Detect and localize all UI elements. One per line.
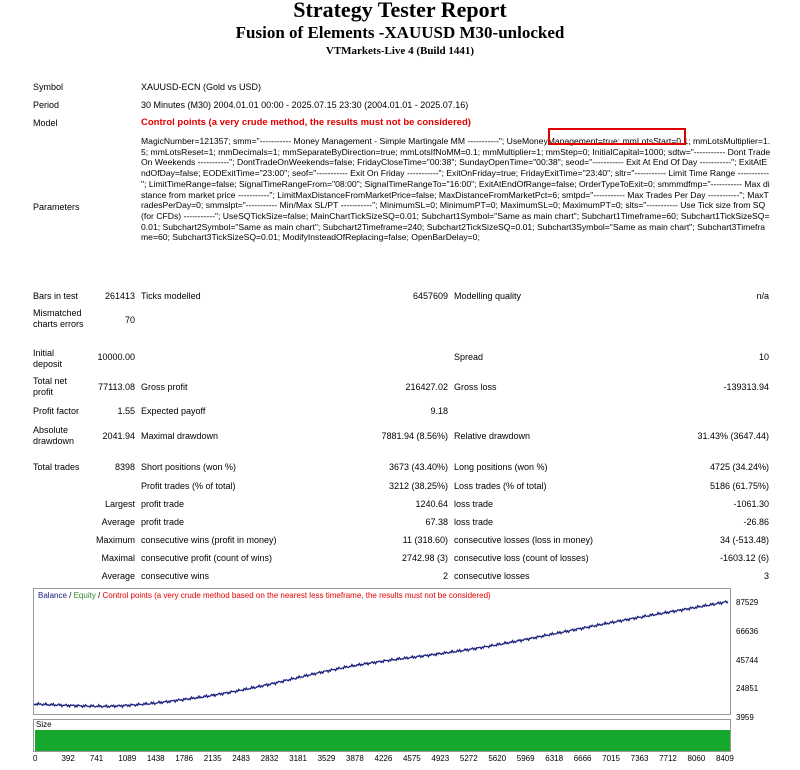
x-tick-label: 8060 [687,754,706,763]
x-tick-label: 7363 [630,754,649,763]
size-label: Size [36,720,52,729]
mismatch-value: 70 [124,315,135,325]
pf-label: Profit factor [33,406,80,416]
netprofit-label: Total net profit [33,376,68,397]
chart-legend [38,591,491,600]
x-tick-label: 3181 [289,754,307,763]
ep-label: Expected payoff [141,406,206,416]
x-tick-label: 5620 [488,754,507,763]
mxl-cl-value: -1603.12 (6) [719,553,769,563]
max-cw-value: 11 (318.60) [402,535,448,545]
avg-cl-label: consecutive losses [454,571,530,581]
long-value: 4725 (34.24%) [709,462,769,472]
x-tick-label: 1786 [175,754,194,763]
largest-lt-value: -1061.30 [733,499,769,509]
avg2-label: Average [101,571,135,581]
size-panel [33,719,731,752]
average-label: Average [101,517,135,527]
reldd-label: Relative drawdown [454,431,531,441]
short-label: Short positions (won %) [141,462,237,472]
largest-pt-label: profit trade [141,499,185,509]
maximal-label: Maximal [101,553,135,563]
short-value: 3673 (43.40%) [388,462,448,472]
average-pt-label: profit trade [141,517,185,527]
largest-lt-label: loss trade [454,499,494,509]
bars-value: 261413 [104,291,135,301]
parameters-label: Parameters [33,202,80,212]
y-tick-label: 3959 [736,713,754,722]
size-bar [35,730,730,751]
avg-cl-value: 3 [763,571,769,581]
x-tick-label: 2483 [232,754,250,763]
max-cl-value: 34 (-513.48) [719,535,769,545]
pt-value: 3212 (38.25%) [388,481,448,491]
trades-value: 8398 [114,462,135,472]
bars-label: Bars in test [33,291,79,301]
y-tick-label: 87529 [736,598,759,607]
x-tick-label: 0 [33,754,38,763]
x-tick-label: 3878 [346,754,364,763]
reldd-value: 31.43% (3647.44) [697,431,769,441]
report-subtitle: Fusion of Elements -XAUUSD M30-unlocked [235,23,565,42]
max-cw-label: consecutive wins (profit in money) [141,535,277,545]
x-tick-label: 5272 [459,754,478,763]
period-value: 30 Minutes (M30) 2004.01.01 00:00 - 2025.07.15 23:30 (2004.01.01 - 2025.07.16) [141,100,469,110]
legend-separator: / [95,591,103,600]
legend-separator: / [66,591,74,600]
grossloss-value: -139313.94 [723,382,769,392]
average-lt-value: -26.86 [743,517,769,527]
ticks-label: Ticks modelled [141,291,201,301]
maxdd-label: Maximal drawdown [141,431,219,441]
x-tick-label: 2832 [260,754,279,763]
x-tick-label: 1089 [118,754,137,763]
x-tick-label: 8409 [716,754,734,763]
mismatch-label: Mismatched charts errors [33,308,84,329]
period-label: Period [33,100,60,110]
spread-label: Spread [454,352,484,362]
largest-pt-value: 1240.64 [415,499,448,509]
x-tick-label: 7712 [659,754,677,763]
absdd-value: 2041.94 [102,431,135,441]
x-tick-label: 741 [89,754,104,763]
maxdd-value: 7881.94 (8.56%) [381,431,448,441]
y-tick-label: 66636 [736,627,759,636]
largest-label: Largest [104,499,135,509]
absdd-label: Absolute drawdown [33,425,75,446]
report-title: Strategy Tester Report [293,0,507,22]
ticks-value: 6457609 [412,291,448,301]
deposit-label: Initial deposit [33,348,63,369]
avg-cw-value: 2 [442,571,448,581]
deposit-value: 10000.00 [97,352,135,362]
x-tick-label: 392 [61,754,75,763]
y-tick-label: 45744 [736,656,759,665]
netprofit-value: 77113.08 [98,382,135,392]
server-name: VTMarkets-Live 4 (Build 1441) [325,45,475,57]
grossprofit-value: 216427.02 [405,382,448,392]
average-lt-label: loss trade [454,517,494,527]
legend-balance: Balance [38,591,67,600]
legend-equity: Equity [73,591,96,600]
x-tick-label: 4226 [374,754,393,763]
grossloss-label: Gross loss [454,382,497,392]
legend-control-points: Control points (a very crude method based on the nearest less timeframe, the results must not be considered) [102,591,491,600]
model-value: Control points (a very crude method, the results must not be considered) [141,117,471,128]
symbol-label: Symbol [33,82,64,92]
quality-value: n/a [756,291,769,301]
model-label: Model [33,118,58,128]
balance-chart [33,588,731,715]
x-tick-label: 7015 [602,754,620,763]
x-tick-label: 6666 [573,754,592,763]
average-pt-value: 67.38 [425,517,448,527]
lt-label: Loss trades (% of total) [454,481,547,491]
trades-label: Total trades [33,462,80,472]
ep-value: 9.18 [430,406,448,416]
max-cl-label: consecutive losses (loss in money) [454,535,594,545]
quality-label: Modelling quality [454,291,522,301]
x-tick-label: 4575 [402,754,421,763]
mxl-cl-label: consecutive loss (count of losses) [454,553,589,563]
pt-label: Profit trades (% of total) [141,481,236,491]
grossprofit-label: Gross profit [141,382,188,392]
lt-value: 5186 (61.75%) [709,481,769,491]
balance-chart-svg [34,589,730,714]
balance-line [34,601,728,707]
pf-value: 1.55 [117,406,135,416]
x-tick-label: 5969 [516,754,535,763]
x-tick-label: 3529 [317,754,336,763]
x-tick-label: 4923 [431,754,450,763]
mxl-cp-label: consecutive profit (count of wins) [141,553,273,563]
highlight-box [548,128,686,145]
long-label: Long positions (won %) [454,462,548,472]
avg-cw-label: consecutive wins [141,571,210,581]
y-tick-label: 24851 [736,684,759,693]
x-tick-label: 6318 [545,754,564,763]
spread-value: 10 [758,352,769,362]
x-tick-label: 1438 [146,754,165,763]
symbol-value: XAUUSD-ECN (Gold vs USD) [141,82,262,92]
mxl-cp-value: 2742.98 (3) [401,553,448,563]
x-tick-label: 2135 [203,754,222,763]
parameters-value: MagicNumber=121357; smm="----------- Money Management - Simple Martingale MM -----------"; UseMoneyManagement=true; mmLotsStart=0.1; mmLotsMultiplier=1.5; mmLotsReset=1; mmDecimals=1; mmSeparateByDirection=true; mmLotsIfNoMM=0.1; mmMultiplier=1; mmStep=0; InitialCapital=1000; sdtw="----------- Dont Trade On Weekends -----------"; DontTradeOnWeekends=false; FridayCloseTime="00:38"; SundayOpenTime="00:38"; seod="----------- Exit At End Of Day -----------"; ExitAtEndOfDay=false; EODExitTime="23:00"; seof="----------- Exit On Friday -----------"; ExitOnFriday=true; FridayExitTime="23:40"; sltr="----------- Limit Time Range -----------"; LimitTimeRange=false; SignalTimeRangeFrom="08:00"; SignalTimeRangeTo="16:00"; ExitAtEndOfRange=false; OrderTypeToExit=0; smmmdfmp="----------- Max distance from market price -----------"; LimitMaxDistanceFromMarketPrice=false; MaxDistanceFromMarketPct=6; smtpd="----------- Max Trades Per Day -----------"; MaxTradesPerDay=0; smmslpt="----------- Min/Max SL/PT -----------"; MinimumSL=0; MinimumPT=0; MaximumSL=0; MaximumPT=0; slts="----------- Use Tick size from SQ (for CFDs) -----------"; UseSQTickSize=false; MainChartTickSizeSQ=0.01; Subchart1Symbol="Same as main chart"; Subchart1Timeframe=60; Subchart1TickSizeSQ=0.01; Subchart2Symbol="Same as main chart"; Subchart2Timeframe=240; Subchart2TickSizeSQ=0.01; Subchart3Symbol="Same as main chart"; Subchart3Timeframe=60; Subchart3TickSizeSQ=0.01; ModifyInsteadOfReplacing=false; OpenBarDelay=0; [141,136,771,243]
maximum-label: Maximum [95,535,135,545]
